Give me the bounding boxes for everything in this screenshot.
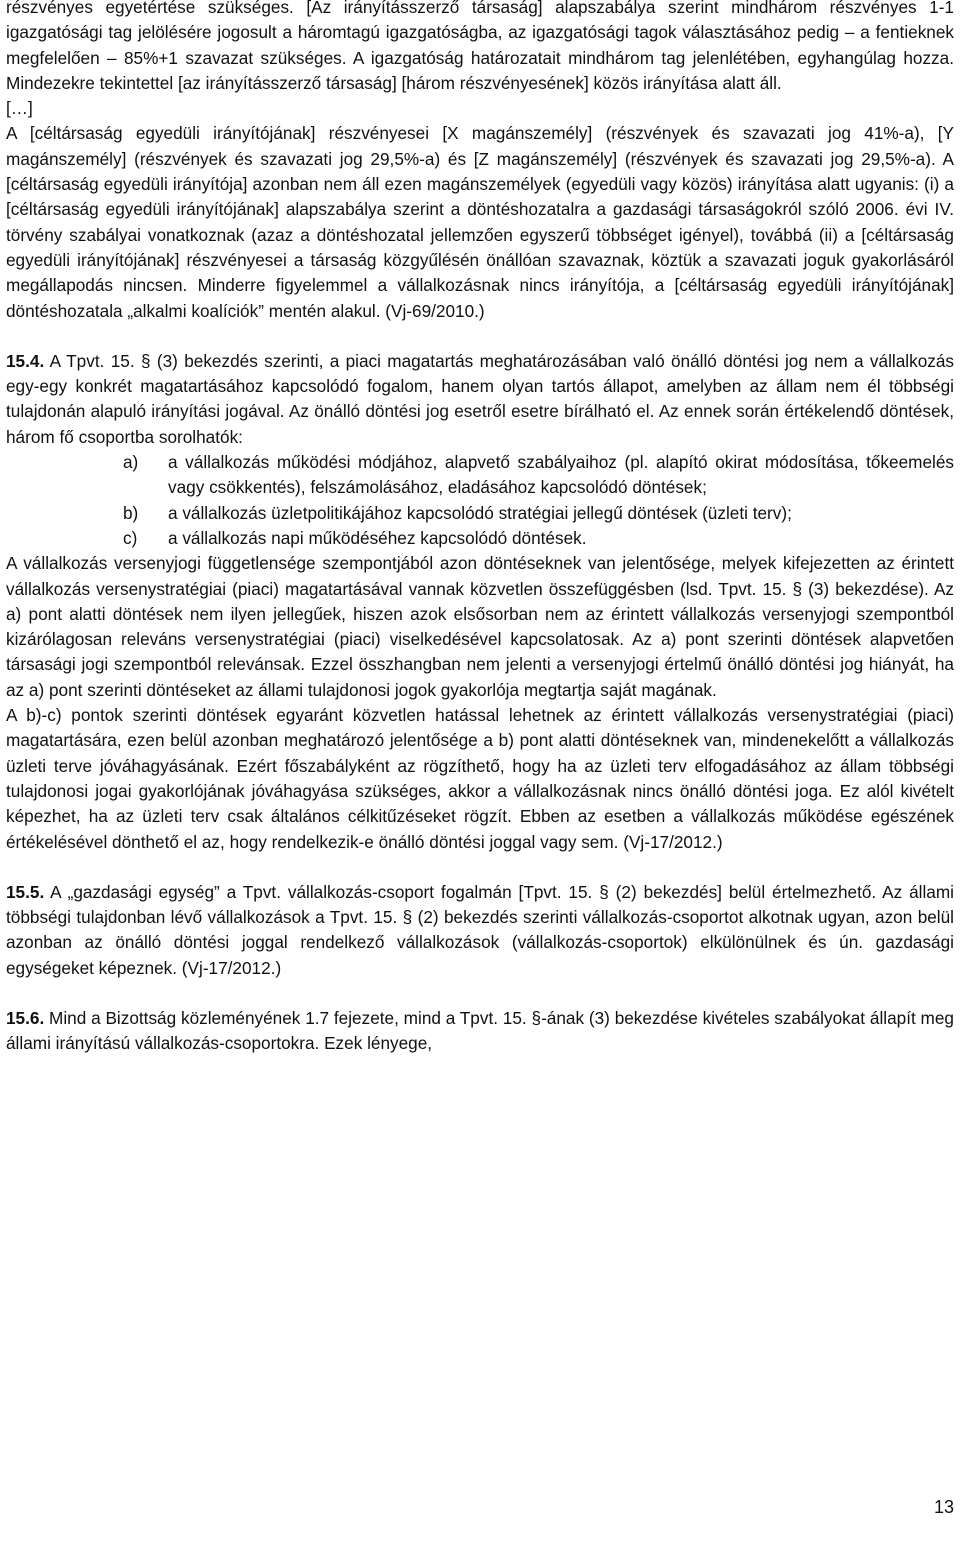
section-15-6: 15.6. Mind a Bizottság közleményének 1.7 fejezete, mind a Tpvt. 15. §-ának (3) bekezdése kivételes szabályokat állapít meg állami irányítású vállalkozás-csoportokra. Ezek lényege,: [6, 1007, 954, 1054]
section-number: 15.5.: [6, 881, 45, 902]
section-number: 15.4.: [6, 350, 45, 371]
section-sign: §: [140, 350, 151, 371]
section-sign: §: [792, 578, 803, 599]
list-item: b) a vállalkozás üzletpolitikájához kapcsolódó stratégiai jellegű döntések (üzleti terv);: [123, 502, 792, 523]
section-sign: §: [402, 907, 413, 928]
paragraph-independence: A vállalkozás versenyjogi függetlensége szempontjából azon döntéseknek van jelentősége, melyek kifejezetten az érintett vállalkozás versenystratégiai (piaci) magatartásával vannak közvetlen összefüggésben (lsd. Tpvt. 15. § (3) bekezdése). Az a) pont alatti döntések nem ilyen jellegűek, hiszen azok elsősorban nem az érintett vállalkozás versenyjogi szempontból kizárólagosan releváns versenystratégiai (piaci) viselkedésével kapcsolatosak. Az a) pont szerinti döntések alapvetően társasági jogi szempontból relevánsak. Ezzel összhangban nem jelenti a versenyjogi értelmű önálló döntési jog hiányát, ha az a) pont szerinti döntéseket az állami tulajdonosi jogok gyakorlója megtartja saját magának.: [6, 553, 955, 700]
paragraph-control-structure: részvényes egyetértése szükséges. [Az irányításszerző társaság] alapszabálya szerint mindhárom részvényes 1-1 igazgatósági tag jelölésére jogosult a háromtagú igazgatóságba, az igazgatósági tagok választásához pedig – a fentieknek megfelelően – 85%+1 szavazat szükséges. A igazgatóság határozatait mindhárom tag jelenlétében, egyhangúlag hozza. Mindezekre tekintettel [az irányításszerző társaság] [három részvényesének] közös irányítása alatt áll.: [6, 0, 954, 93]
section-number: 15.6.: [6, 1007, 45, 1028]
section-15-4-intro: 15.4. A Tpvt. 15. § (3) bekezdés szerinti, a piaci magatartás meghatározásában való önálló döntési jog nem a vállalkozás egy-egy konkrét magatartásához kapcsolódó fogalom, hanem olyan tartós állapot, amelyben az állam nem él többségi tulajdonán alapuló irányítási jogával. Az önálló döntési jog esetről esetre bírálható el. Az ennek során értékelendő döntések, három fő csoportba sorolhatók:: [6, 350, 955, 447]
section-15-5: 15.5. A „gazdasági egység” a Tpvt. vállalkozás-csoport fogalmán [Tpvt. 15. § (2) bekezdés] belül értelmezhető. Az állami többségi tulajdonban lévő vállalkozások a Tpvt. 15. § (2) bekezdés szerinti vállalkozás-csoportot alkotnak ugyan, azon belül azonban az önálló döntési joggal rendelkező vállalkozások (vállalkozás-csoportok) elkülönülnek és ún. gazdasági egységeket képeznek. (Vj-17/2012.): [6, 881, 955, 978]
list-item: c) a vállalkozás napi működéséhez kapcsolódó döntések.: [123, 527, 587, 548]
list-item: a) a vállalkozás működési módjához, alapvető szabályaihoz (pl. alapító okirat módosítása, tőkeemelés vagy csökkentés), felszámolásához, eladásához kapcsolódó döntések;: [123, 452, 954, 498]
ellipsis: […]: [6, 98, 33, 119]
decision-groups-list: [6, 450, 954, 551]
paragraph-business-plan: A b)-c) pontok szerinti döntések egyaránt közvetlen hatással lehetnek az érintett vállalkozás versenystratégiai (piaci) magatartására, ezen belül azonban meghatározó jelentősége a b) pont alatti döntéseknek van, mindenekelőtt a vállalkozás üzleti terve jóváhagyásának. Ezért főszabályként az rögzíthető, hogy ha az üzleti terv elfogadásához az állam többségi tulajdonosi jogai gyakorlójának jóváhagyása szükséges, akkor a vállalkozásnak nincs önálló döntési joga. Ez alól kivételt képezhet, ha az üzleti terv csak általános célkitűzéseket rögzít. Ebben az esetben a vállalkozás működése egészének értékelésével dönthető el az, hogy rendelkezik-e önálló döntési joggal vagy sem. (Vj-17/2012.): [6, 705, 954, 852]
page-number: 13: [933, 1497, 954, 1517]
paragraph-shareholders: A [céltársaság egyedüli irányítójának] részvényesei [X magánszemély] (részvények és szavazati jog 41%-a), [Y magánszemély] (részvények és szavazati jog 29,5%-a) és [Z magánszemély] (részvények és szavazati jog 29,5%-a). A [céltársaság egyedüli irányítója] azonban nem áll ezen magánszemélyek (egyedüli vagy közös) irányítása alatt ugyanis: (i) a [céltársaság egyedüli irányítójának] alapszabálya szerint a döntéshozatalra a gazdasági társaságokról szóló 2006. évi IV. törvény szabályai vonatkoznak (azaz a döntéshozatal jellemzően egyszerű többséget igényel), továbbá (ii) a [céltársaság egyedüli irányítójának] részvényesei a társaság közgyűlésén önállóan szavaznak, köztük a szavazati joguk gyakorlásáról megállapodás nincsen. Minderre figyelemmel a vállalkozásnak nincs irányítója, a [céltársaság egyedüli irányítójának] döntéshozatala „alkalmi koalíciók” mentén alakul. (Vj-69/2010.): [6, 123, 954, 321]
section-sign: §: [599, 881, 609, 902]
section-sign: §: [531, 1007, 542, 1028]
document-page: [6, 0, 954, 1057]
